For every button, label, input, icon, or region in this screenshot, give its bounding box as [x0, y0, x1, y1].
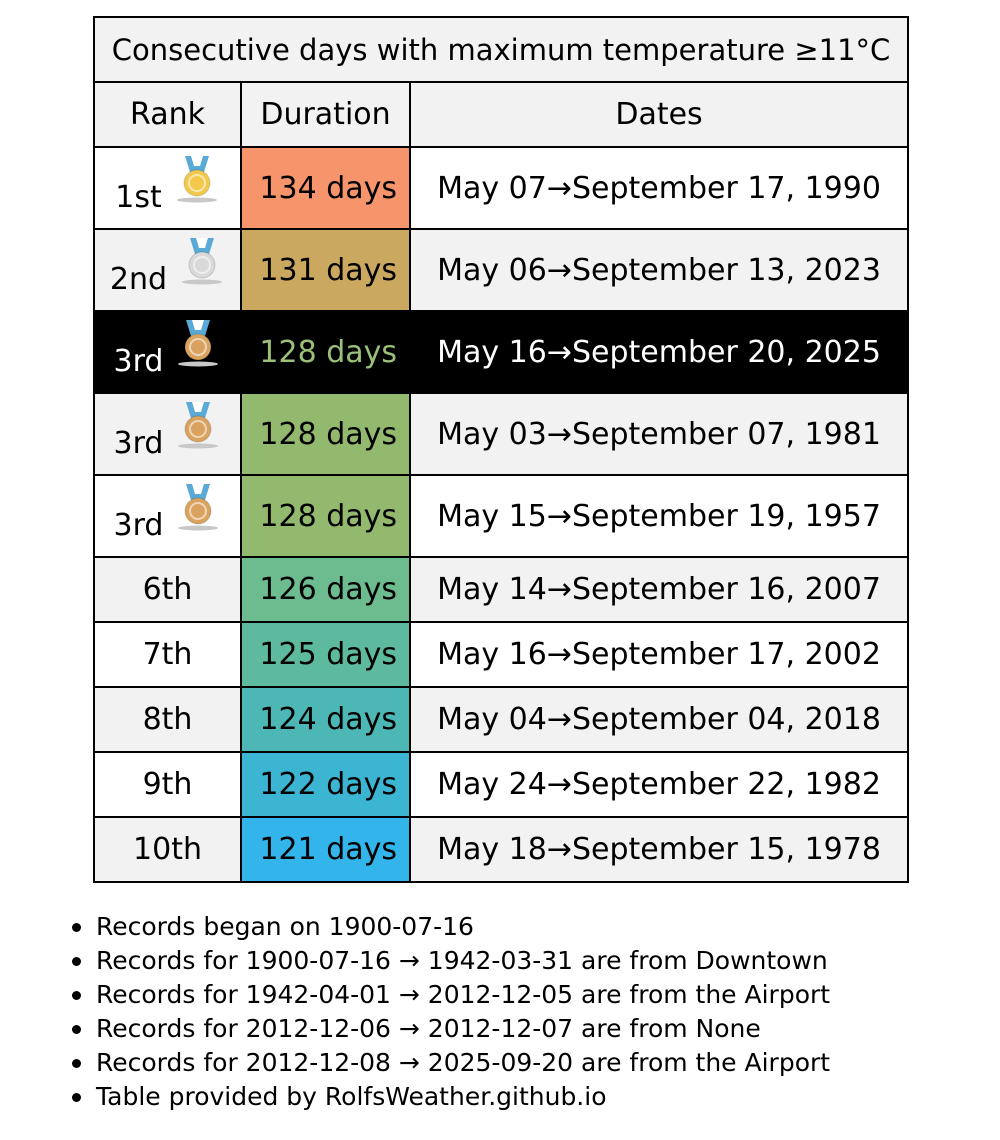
rank-header: Rank	[94, 82, 241, 147]
duration-cell: 121 days	[241, 817, 410, 882]
dates-cell: May 24→September 22, 1982	[410, 752, 908, 817]
table-row	[94, 393, 908, 475]
dates-cell: May 16→September 20, 2025	[410, 311, 908, 393]
table-row	[94, 229, 908, 311]
rank-label: 3rd	[113, 425, 164, 461]
duration-cell: 131 days	[241, 229, 410, 311]
table-row	[94, 475, 908, 557]
rank-cell	[94, 229, 241, 311]
table-title: Consecutive days with maximum temperature ≥11°C	[94, 17, 908, 82]
rank-label: 6th	[142, 572, 193, 607]
rank-cell	[94, 752, 241, 817]
rank-label: 9th	[142, 767, 193, 802]
dates-cell: May 04→September 04, 2018	[410, 687, 908, 752]
table-row	[94, 557, 908, 622]
duration-header: Duration	[241, 82, 410, 147]
table-row	[94, 311, 908, 393]
records-table	[93, 16, 909, 883]
rank-cell	[94, 311, 241, 393]
table-row	[94, 687, 908, 752]
duration-cell: 128 days	[241, 393, 410, 475]
duration-cell: 125 days	[241, 622, 410, 687]
duration-cell: 128 days	[241, 475, 410, 557]
table-row	[94, 752, 908, 817]
table-body	[94, 147, 908, 882]
rank-label: 1st	[115, 179, 162, 215]
rank-label: 3rd	[113, 343, 164, 379]
duration-cell: 122 days	[241, 752, 410, 817]
rank-cell	[94, 393, 241, 475]
dates-cell: May 07→September 17, 1990	[410, 147, 908, 229]
table-row	[94, 622, 908, 687]
note-item: Records for 2012-12-06 → 2012-12-07 are from None	[65, 1012, 830, 1046]
duration-cell: 124 days	[241, 687, 410, 752]
rank-cell	[94, 622, 241, 687]
note-item: Table provided by RolfsWeather.github.io	[65, 1080, 830, 1114]
dates-cell: May 16→September 17, 2002	[410, 622, 908, 687]
rank-label: 10th	[133, 832, 202, 867]
rank-label: 7th	[142, 637, 193, 672]
bronze-medal-icon	[175, 482, 221, 542]
duration-cell: 128 days	[241, 311, 410, 393]
bronze-medal-icon	[175, 400, 221, 460]
note-item: Records began on 1900-07-16	[65, 910, 830, 944]
note-item: Records for 2012-12-08 → 2025-09-20 are from the Airport	[65, 1046, 830, 1080]
note-item: Records for 1900-07-16 → 1942-03-31 are from Downtown	[65, 944, 830, 978]
rank-cell	[94, 687, 241, 752]
notes-list	[65, 910, 830, 1114]
dates-cell: May 14→September 16, 2007	[410, 557, 908, 622]
table-row	[94, 817, 908, 882]
duration-cell: 134 days	[241, 147, 410, 229]
rank-cell	[94, 475, 241, 557]
duration-cell: 126 days	[241, 557, 410, 622]
rank-cell	[94, 817, 241, 882]
gold-medal-icon	[174, 154, 220, 214]
table-row	[94, 147, 908, 229]
dates-cell: May 18→September 15, 1978	[410, 817, 908, 882]
silver-medal-icon	[179, 236, 225, 296]
dates-cell: May 06→September 13, 2023	[410, 229, 908, 311]
rank-label: 8th	[142, 702, 193, 737]
dates-header: Dates	[410, 82, 908, 147]
dates-cell: May 15→September 19, 1957	[410, 475, 908, 557]
rank-label: 3rd	[113, 507, 164, 543]
rank-cell	[94, 557, 241, 622]
rank-cell	[94, 147, 241, 229]
rank-label: 2nd	[109, 261, 168, 297]
note-item: Records for 1942-04-01 → 2012-12-05 are from the Airport	[65, 978, 830, 1012]
bronze-medal-icon	[175, 318, 221, 378]
dates-cell: May 03→September 07, 1981	[410, 393, 908, 475]
